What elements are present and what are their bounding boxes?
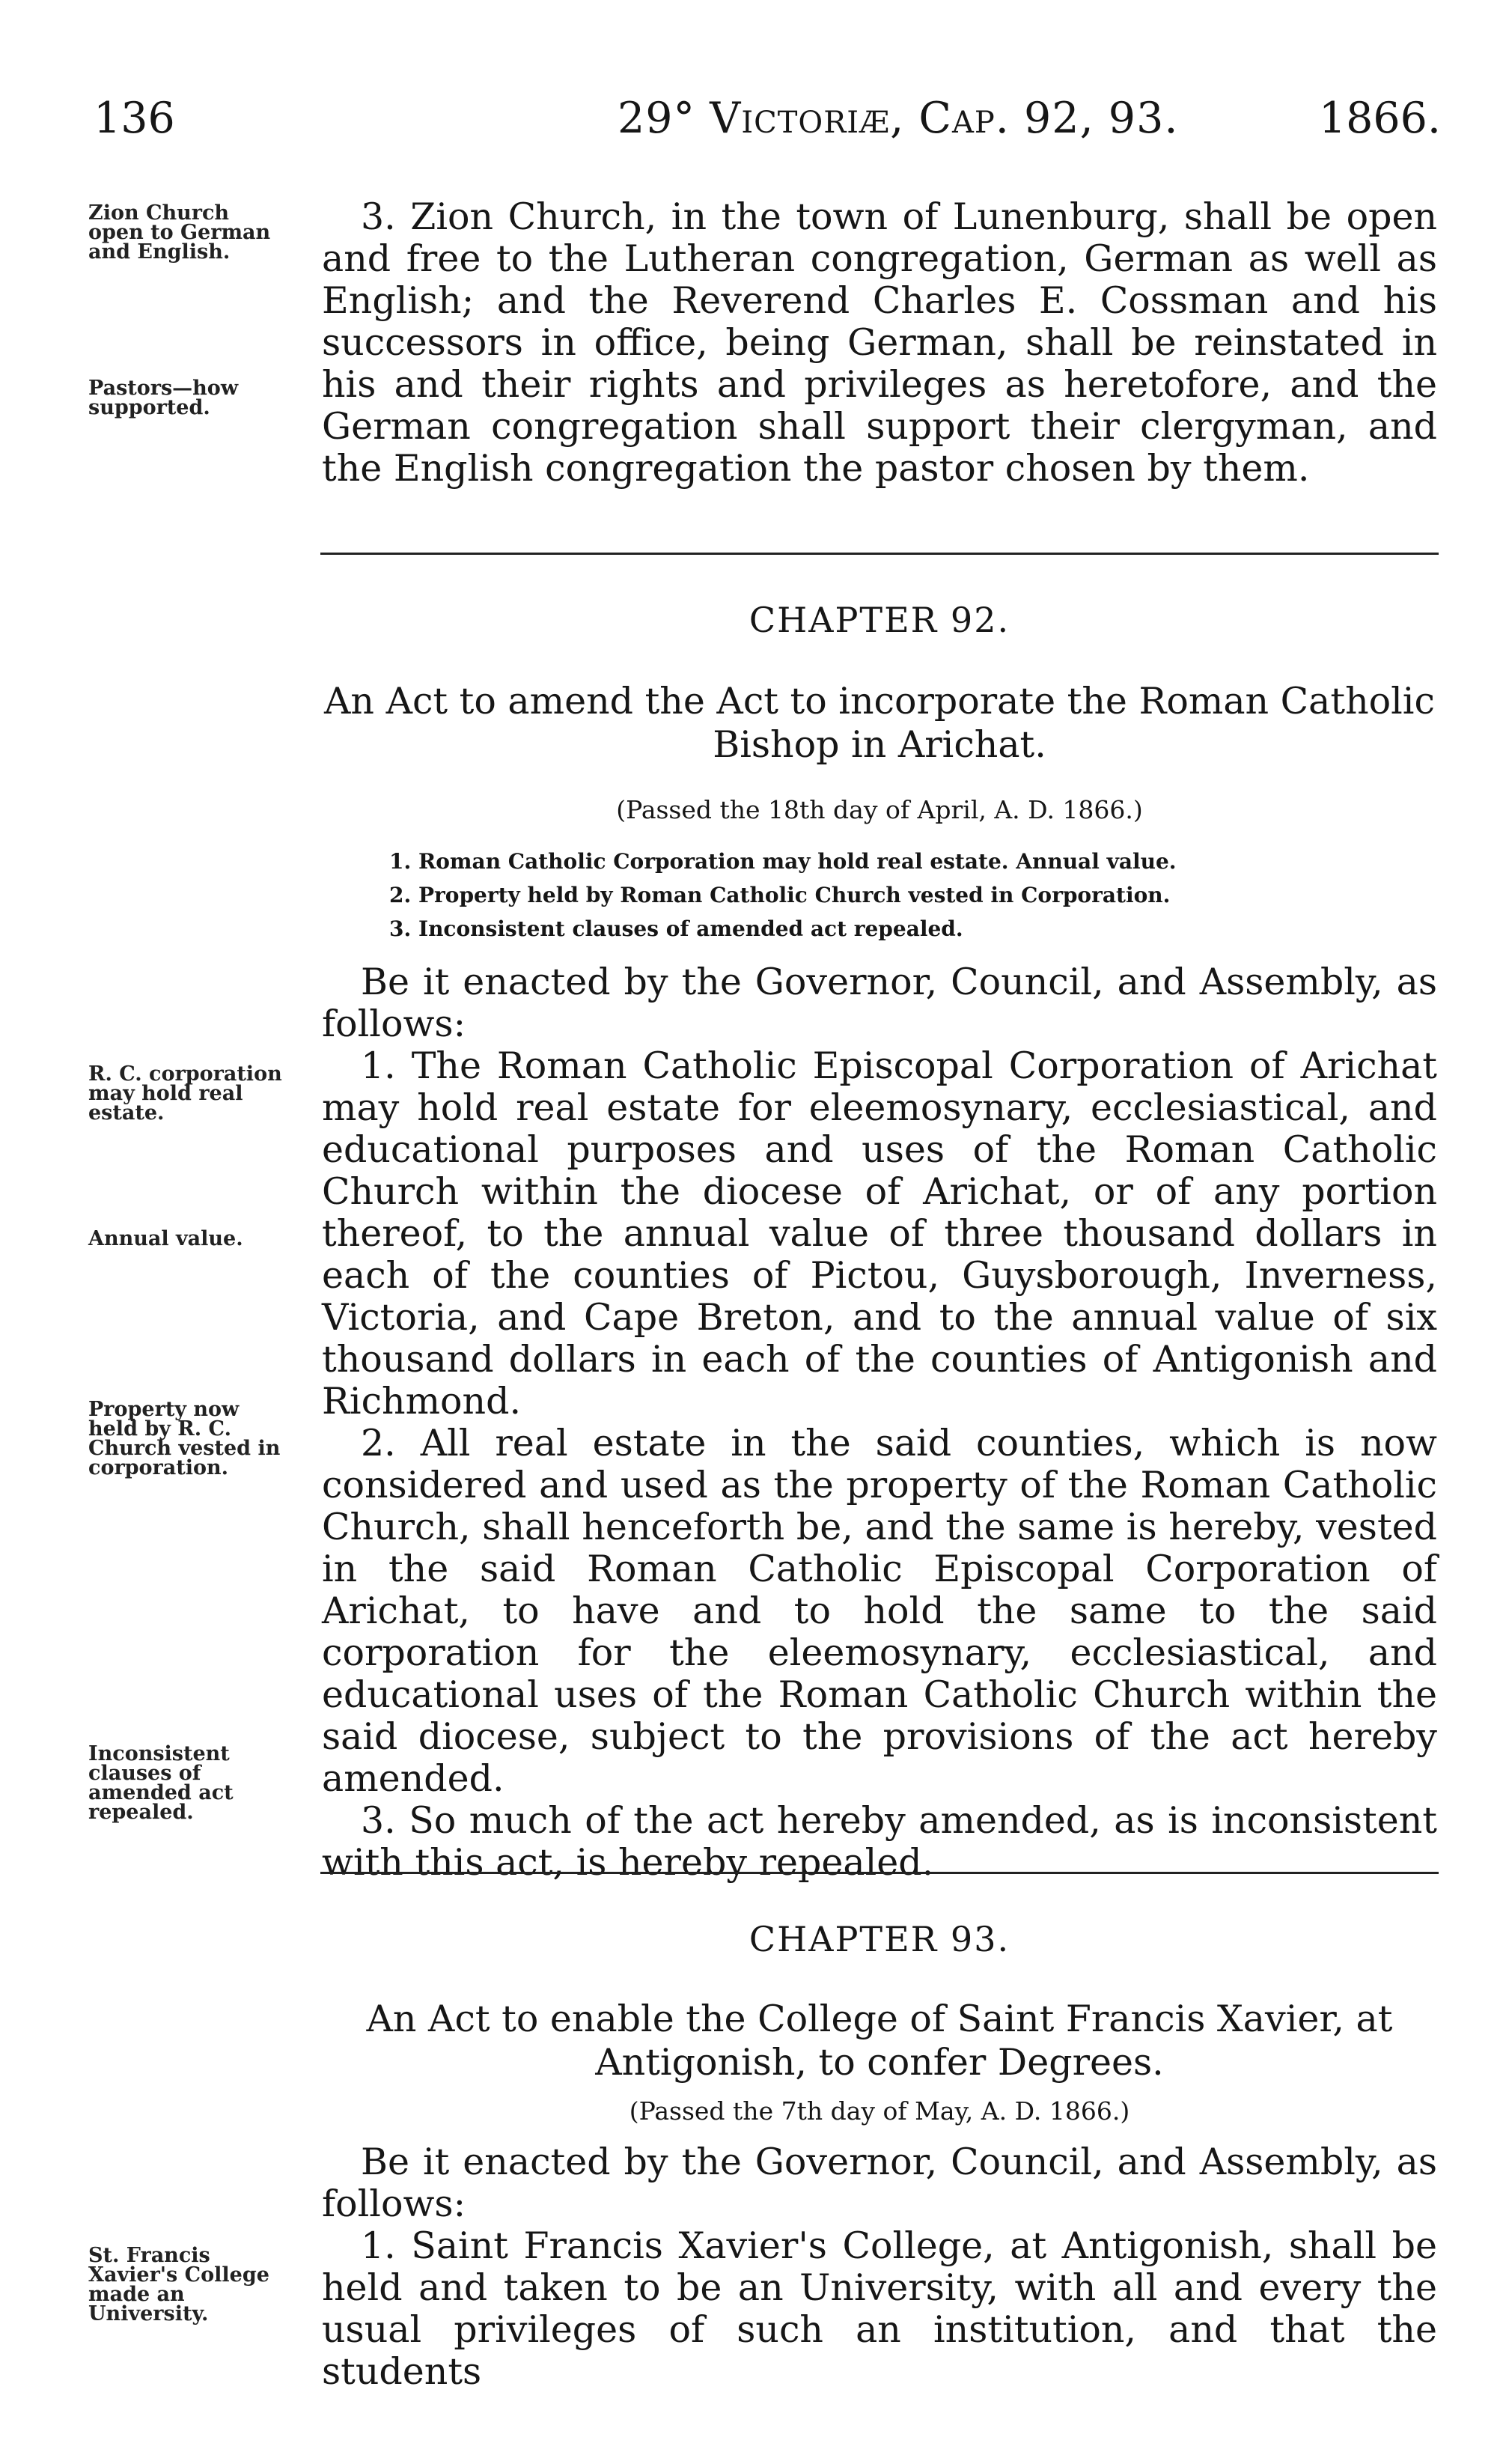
chapter-93-heading: CHAPTER 93. <box>749 1919 1010 1959</box>
chapter-93-body <box>322 2141 1437 2393</box>
chapter-92-heading: CHAPTER 92. <box>749 600 1010 640</box>
running-title: 29° Victoriæ, Cap. 92, 93. <box>618 94 1179 143</box>
section-text: 3. Zion Church, in the town of Lunenburg, shall be open and free to the Lutheran congregation, German as well as English; and the Reverend Charles E. Cossman and his successors in office, being German, shall be reinstated in his and their rights and privileges as heretofore, and the German congregation shall support their clergyman, and the English congregation the pastor chosen by them. <box>322 195 1437 490</box>
margin-note-st-francis-xavier: St. Francis Xavier's College made an University. <box>88 2244 269 2325</box>
margin-note-property-vested: Property now held by R. C. Church vested in corporation. <box>88 1398 281 1479</box>
margin-note-pastors: Pastors—how supported. <box>88 377 239 419</box>
chapter-divider <box>320 1872 1439 1874</box>
page-number: 136 <box>94 94 175 143</box>
zion-church-section <box>322 196 1437 490</box>
margin-note-zion-church: Zion Church open to German and English. <box>88 201 271 264</box>
running-header <box>94 88 1441 148</box>
margin-note-annual-value: Annual value. <box>88 1227 243 1250</box>
summary-item: 3. Inconsistent clauses of amended act repealed. <box>389 916 963 941</box>
enacting-clause: Be it enacted by the Governor, Council, and Assembly, as follows: <box>322 2141 1437 2225</box>
summary-item: 2. Property held by Roman Catholic Church vested in Corporation. <box>389 883 1171 907</box>
chapter-92-title: An Act to amend the Act to incorporate the Roman Catholic Bishop in Arichat. <box>324 680 1435 766</box>
chapter-93-passed-date: (Passed the 7th day of May, A. D. 1866.) <box>629 2096 1130 2126</box>
chapter-divider <box>320 553 1439 555</box>
chapter-92-body <box>322 961 1437 1884</box>
chapter-92-summary <box>389 845 1437 946</box>
section-3: 3. So much of the act hereby amended, as is inconsistent with this act, is hereby repealed. <box>322 1799 1437 1884</box>
margin-note-inconsistent-clauses: Inconsistent clauses of amended act repealed. <box>88 1742 234 1824</box>
summary-item: 1. Roman Catholic Corporation may hold real estate. Annual value. <box>389 849 1177 874</box>
chapter-92-passed-date: (Passed the 18th day of April, A. D. 1866.) <box>616 795 1143 824</box>
section-2: 2. All real estate in the said counties, which is now considered and used as the property of the Roman Catholic Church, shall henceforth be, and the same is hereby, vested in the said Roman Catholic Episcopal Corporation of Arichat, to have and to hold the same to the said corporation for the eleemosynary, ecclesiastical, and educational uses of the Roman Catholic Church within the said diocese, subject to the provisions of the act hereby amended. <box>322 1422 1437 1800</box>
header-year: 1866. <box>1318 94 1441 143</box>
margin-note-rc-corporation: R. C. corporation may hold real estate. <box>88 1062 282 1125</box>
section-1: 1. The Roman Catholic Episcopal Corporation of Arichat may hold real estate for eleemosynary, ecclesiastical, and educational purposes and uses of the Roman Catholic Church within the diocese of Arichat, or of any portion thereof, to the annual value of three thousand dollars in each of the counties of Pictou, Guysborough, Inverness, Victoria, and Cape Breton, and to the annual value of six thousand dollars in each of the counties of Antigonish and Richmond. <box>322 1044 1437 1423</box>
section-1: 1. Saint Francis Xavier's College, at Antigonish, shall be held and taken to be an University, with all and every the usual privileges of such an institution, and that the students <box>322 2224 1437 2393</box>
chapter-93-title: An Act to enable the College of Saint Francis Xavier, at Antigonish, to confer Degrees. <box>366 1998 1393 2084</box>
enacting-clause: Be it enacted by the Governor, Council, and Assembly, as follows: <box>322 961 1437 1045</box>
